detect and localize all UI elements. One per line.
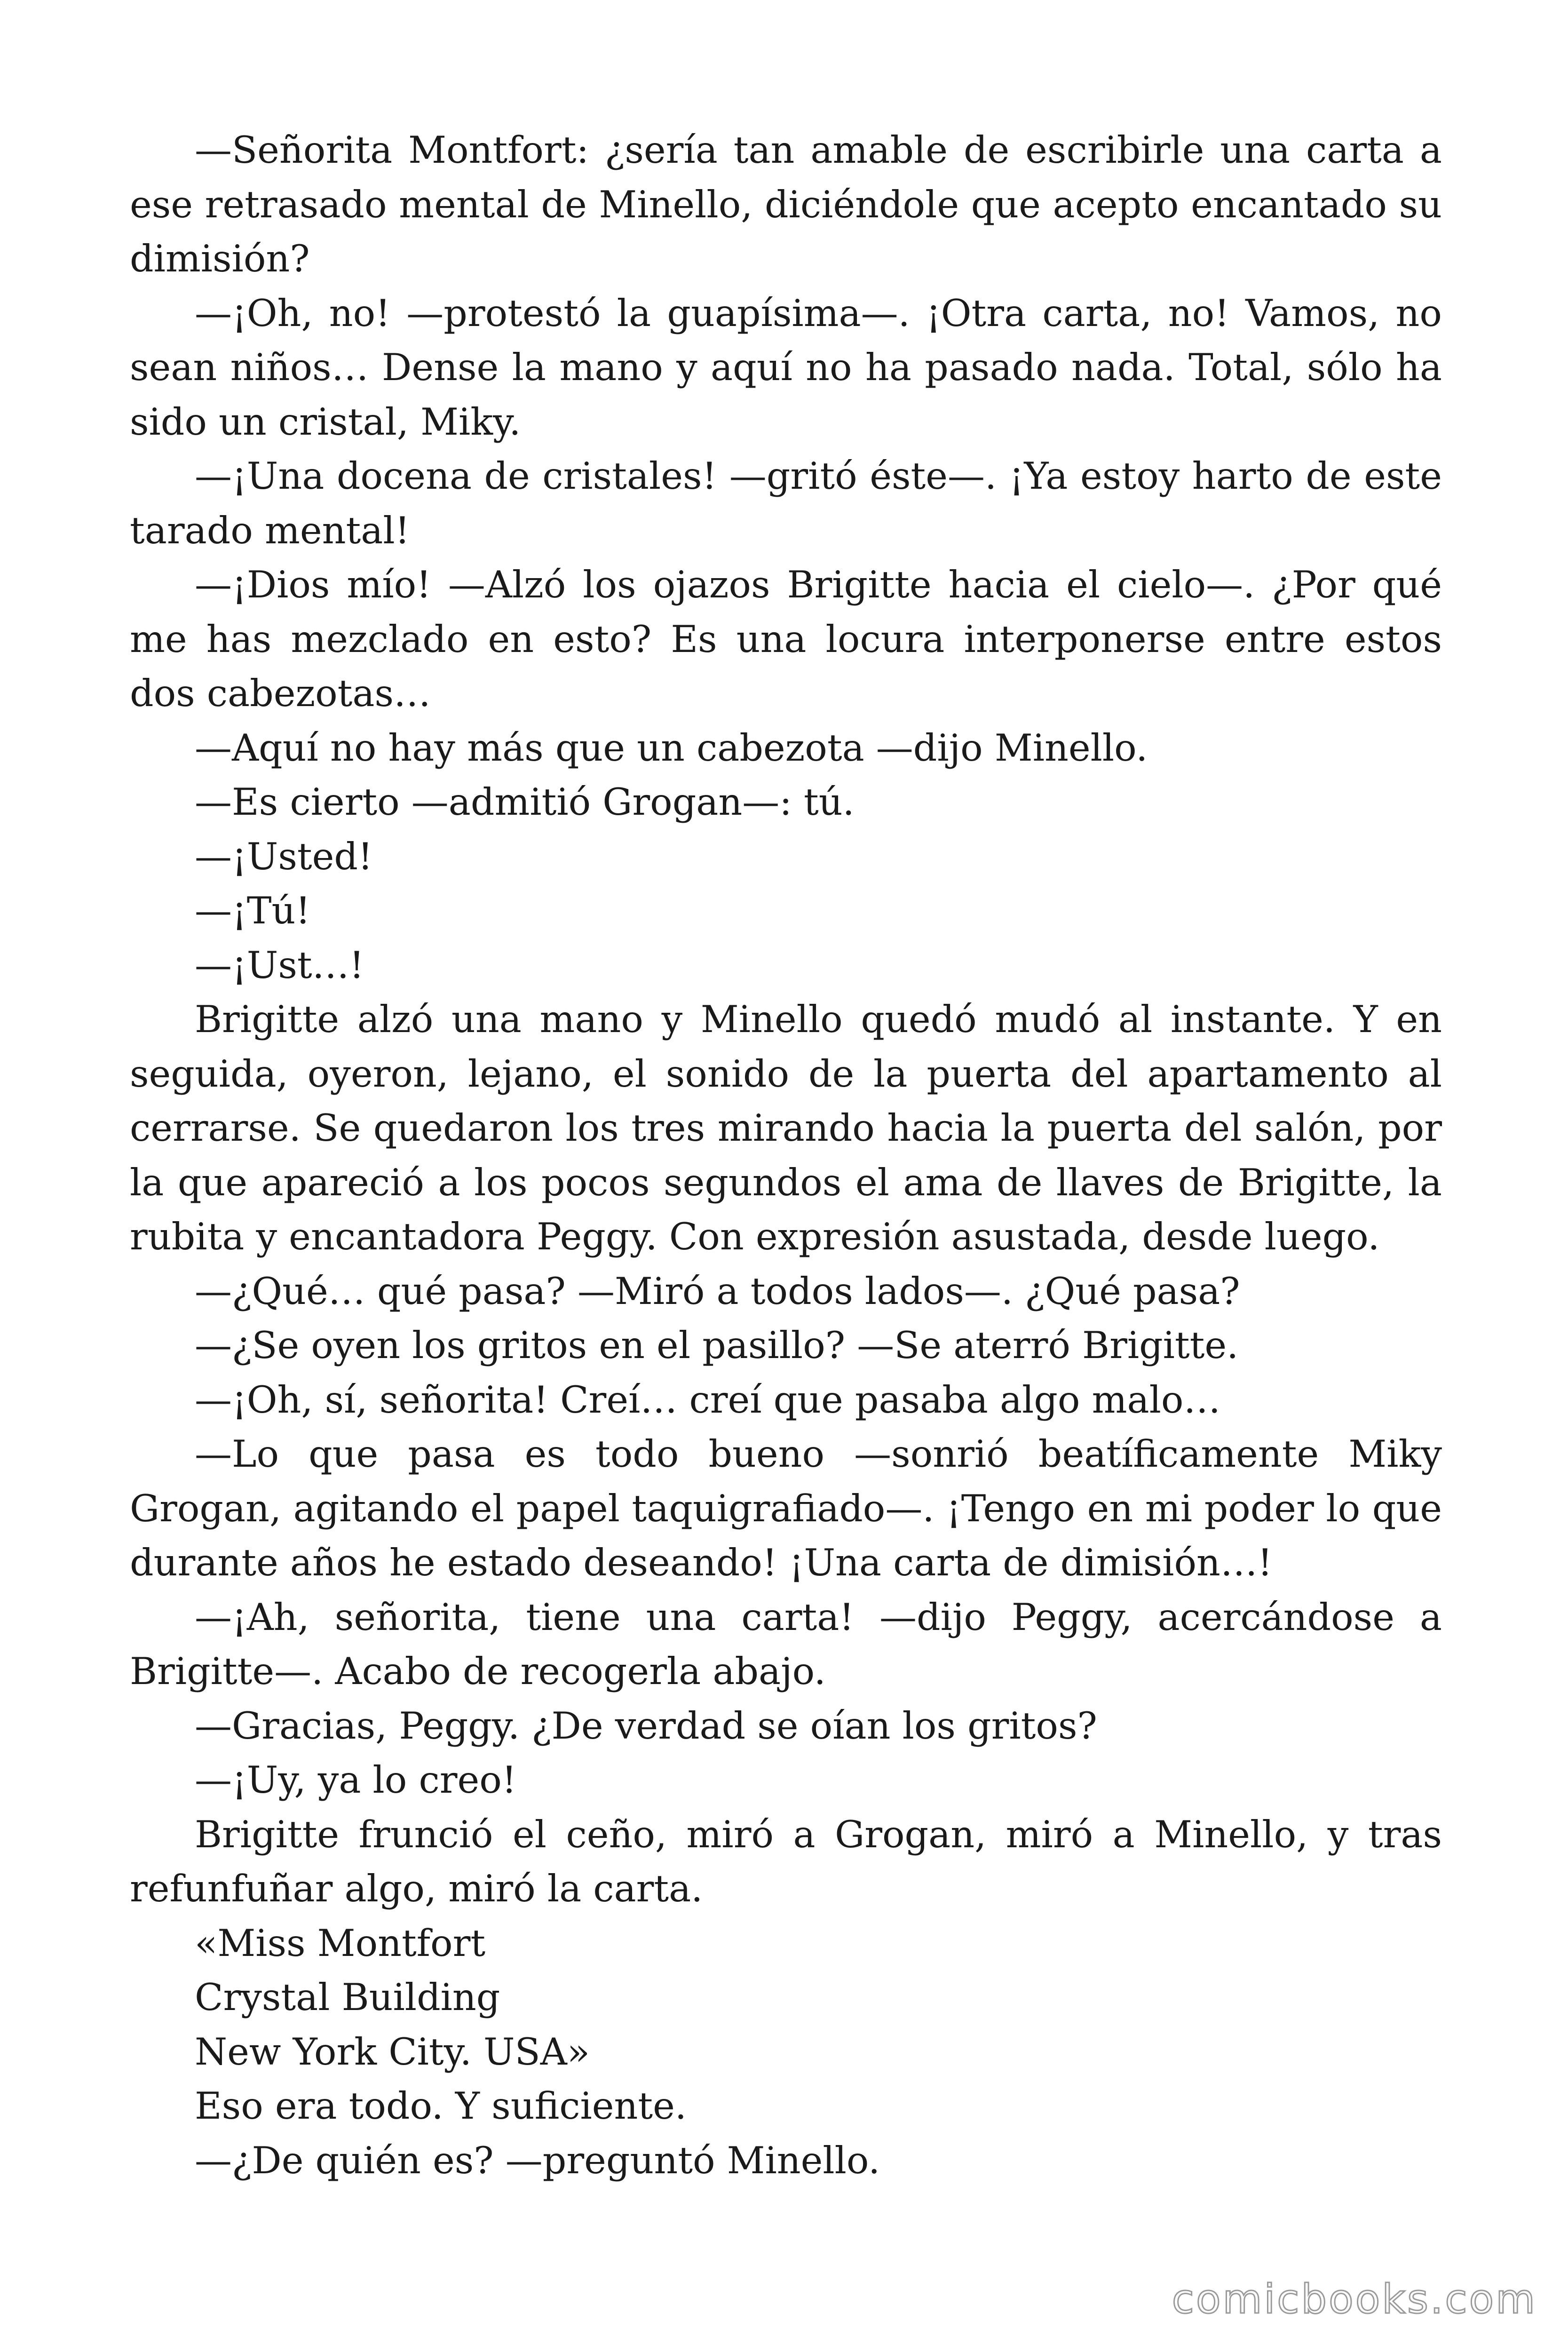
- paragraph: —¡Oh, sí, señorita! Creí… creí que pasaba algo malo…: [195, 1378, 1221, 1422]
- paragraph: —¡Ust…!: [195, 943, 364, 987]
- paragraph: —¡Usted!: [195, 834, 373, 878]
- paragraph: —¡Oh, no! —protestó la guapísima—. ¡Otra carta, no! Vamos, no sean niños… Dense la mano y aquí no ha pasado nada. Total, sólo ha sido un cristal, Miky.: [130, 291, 1442, 444]
- address-line: «Miss Montfort: [195, 1921, 486, 1965]
- paragraph: —Lo que pasa es todo bueno —sonrió beatíficamente Miky Grogan, agitando el papel taquigrafiado—. ¡Tengo en mi poder lo que durante años he estado deseando! ¡Una carta de dimisión…!: [130, 1432, 1442, 1584]
- paragraph: —¡Dios mío! —Alzó los ojazos Brigitte hacia el cielo—. ¿Por qué me has mezclado en esto? Es una locura interponerse entre estos dos cabezotas…: [130, 563, 1442, 715]
- address-line: Crystal Building: [195, 1976, 500, 2019]
- paragraph: —Señorita Montfort: ¿sería tan amable de escribirle una carta a ese retrasado mental de Minello, diciéndole que acepto encantado su dimisión?: [130, 128, 1442, 280]
- paragraph: —Gracias, Peggy. ¿De verdad se oían los gritos?: [195, 1704, 1097, 1748]
- paragraph: —¡Tú!: [195, 889, 311, 932]
- paragraph: —¿De quién es? —preguntó Minello.: [195, 2138, 880, 2182]
- paragraph: —¡Uy, ya lo creo!: [195, 1758, 517, 1802]
- watermark: comicbooks.com: [1172, 2276, 1537, 2323]
- paragraph: —¡Una docena de cristales! —gritó éste—. ¡Ya estoy harto de este tarado mental!: [130, 454, 1442, 552]
- paragraph: —Aquí no hay más que un cabezota —dijo Minello.: [195, 726, 1148, 770]
- paragraph: —¿Se oyen los gritos en el pasillo? —Se aterró Brigitte.: [195, 1324, 1239, 1367]
- paragraph: Brigitte frunció el ceño, miró a Grogan, miró a Minello, y tras refunfuñar algo, miró la carta.: [130, 1812, 1442, 1910]
- address-line: New York City. USA»: [195, 2030, 590, 2074]
- paragraph: Eso era todo. Y suficiente.: [195, 2084, 687, 2128]
- paragraph: —¿Qué… qué pasa? —Miró a todos lados—. ¿Qué pasa?: [195, 1269, 1240, 1313]
- paragraph: —Es cierto —admitió Grogan—: tú.: [195, 780, 855, 824]
- book-page-text: [130, 123, 1442, 2188]
- paragraph: —¡Ah, señorita, tiene una carta! —dijo Peggy, acercándose a Brigitte—. Acabo de recogerla abajo.: [130, 1595, 1442, 1693]
- paragraph: Brigitte alzó una mano y Minello quedó mudó al instante. Y en seguida, oyeron, lejano, el sonido de la puerta del apartamento al cerrarse. Se quedaron los tres mirando hacia la puerta del salón, por la que apareció a los pocos segundos el ama de llaves de Brigitte, la rubita y encantadora Peggy. Con expresión asustada, desde luego.: [130, 998, 1442, 1258]
